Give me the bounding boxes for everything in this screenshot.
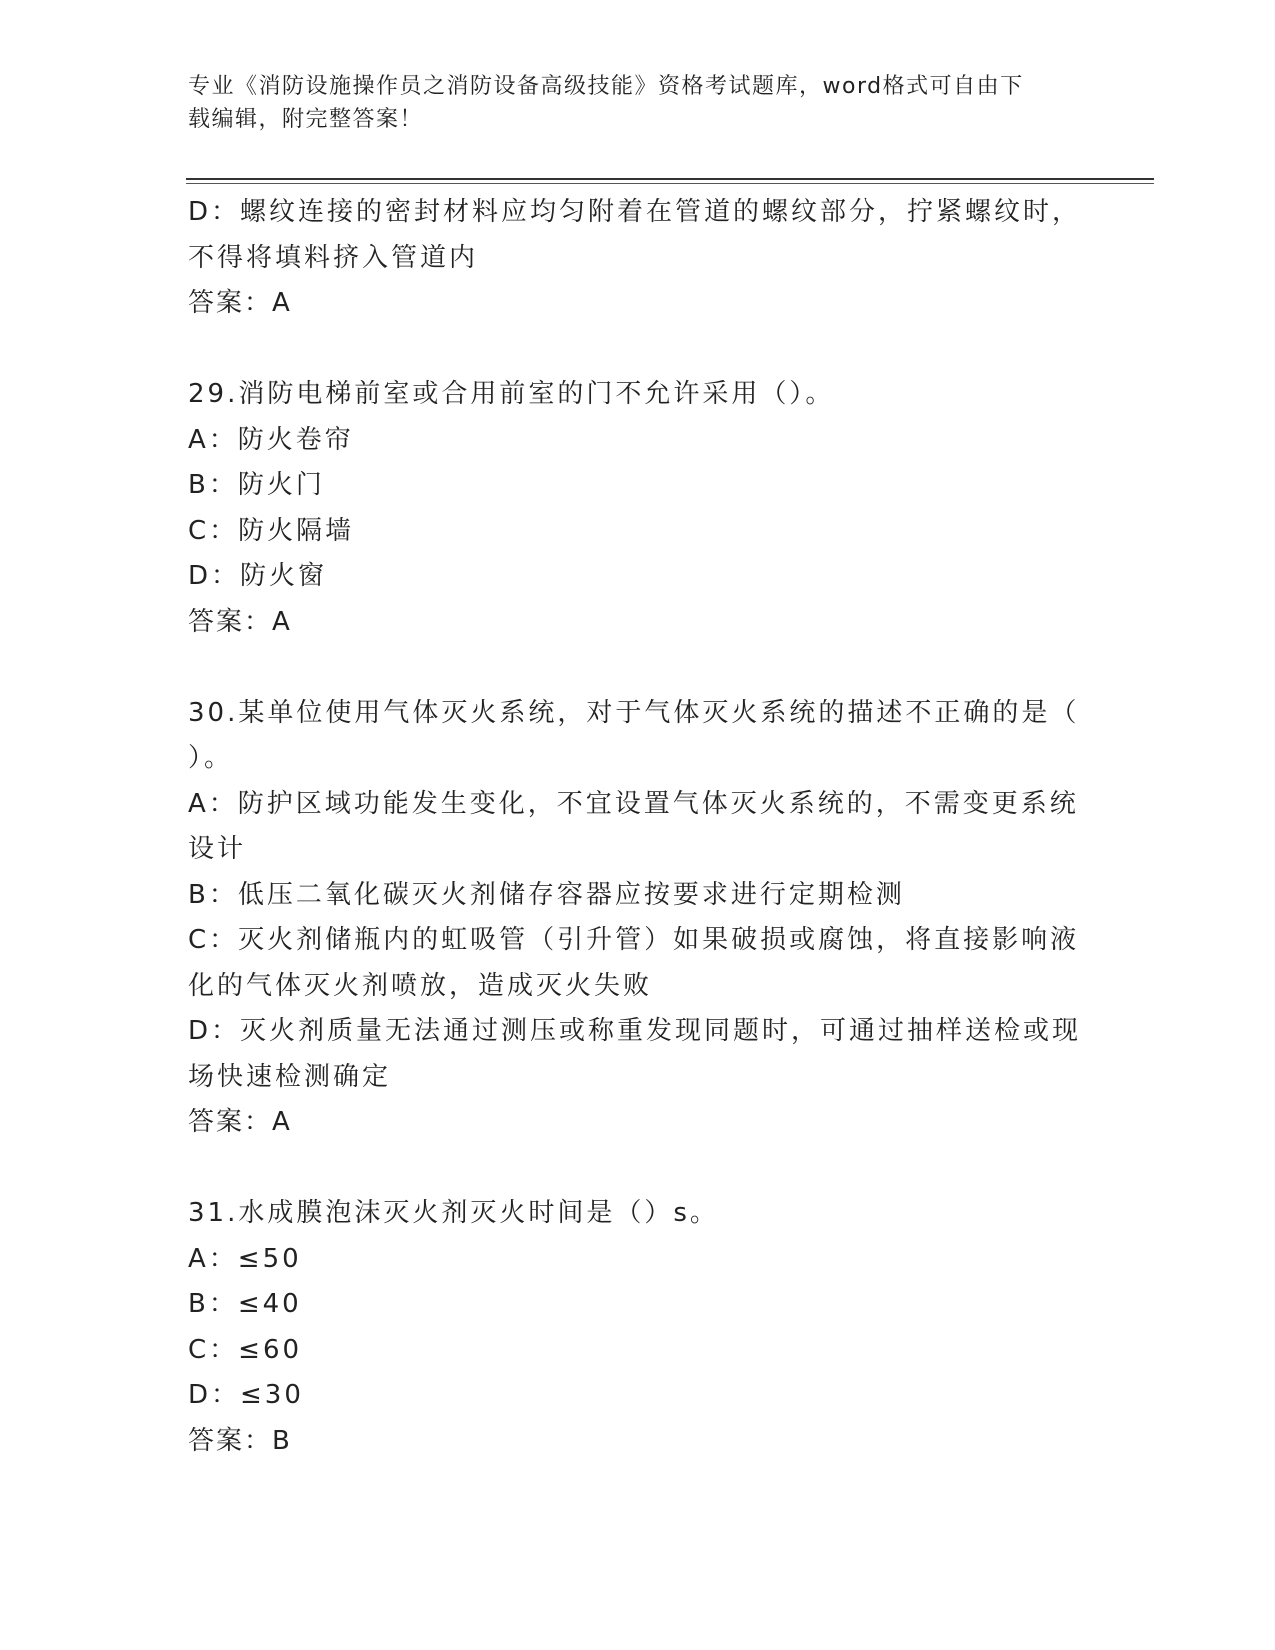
answer: 答案：A [188, 288, 292, 318]
question-29 [188, 372, 1078, 645]
option-c: C：防火隔墙 [188, 515, 355, 546]
question-stem: 29.消防电梯前室或合用前室的门不允许采用（）。 [188, 379, 835, 409]
option-d-continued: 场快速检测确定 [188, 1061, 392, 1092]
spacer [188, 645, 1078, 691]
option-b: B：低压二氧化碳灭火剂储存容器应按要求进行定期检测 [188, 879, 905, 910]
header-line-1: 专业《消防设施操作员之消防设备高级技能》资格考试题库，word格式可自由下 [188, 74, 1024, 99]
answer: 答案：A [188, 606, 292, 637]
question-30 [188, 691, 1082, 1146]
header-divider-thick [186, 178, 1154, 180]
option-d: D：≤30 [188, 1380, 304, 1410]
spacer [188, 327, 1078, 373]
header-divider-thin [186, 183, 1154, 184]
option-b: B：≤40 [188, 1289, 302, 1319]
option-d: D：灭火剂质量无法通过测压或称重发现同题时，可通过抽样送检或现 [188, 1016, 1082, 1046]
option-c: C：≤60 [188, 1334, 303, 1365]
answer: 答案：A [188, 1107, 292, 1137]
option-c: C：灭火剂储瓶内的虹吸管（引升管）如果破损或腐蚀，将直接影响液 [188, 925, 1080, 955]
answer: 答案：B [188, 1425, 292, 1456]
option-a: A：防火卷帘 [188, 424, 354, 455]
option-d: D：螺纹连接的密封材料应均匀附着在管道的螺纹部分，拧紧螺纹时， [188, 197, 1082, 227]
question-stem-continued: ）。 [188, 743, 234, 773]
question-stem: 30.某单位使用气体灭火系统，对于气体灭火系统的描述不正确的是（ [188, 697, 1080, 728]
header-line-2: 载编辑，附完整答案！ [188, 107, 424, 132]
question-list [188, 190, 1082, 1464]
document-header [188, 70, 1068, 136]
question-31 [188, 1191, 1078, 1464]
option-a-continued: 设计 [188, 834, 247, 864]
option-b: B：防火门 [188, 470, 325, 500]
option-d: D：防火窗 [188, 561, 328, 591]
question-stem: 31.水成膜泡沫灭火剂灭火时间是（）s。 [188, 1198, 719, 1228]
option-a: A：≤50 [188, 1243, 302, 1274]
option-d-continued: 不得将填料挤入管道内 [188, 242, 479, 273]
question-28-tail [188, 190, 1082, 327]
option-a: A：防护区域功能发生变化，不宜设置气体灭火系统的，不需变更系统 [188, 788, 1079, 819]
spacer [188, 1146, 1078, 1192]
option-c-continued: 化的气体灭火剂喷放，造成灭火失败 [188, 970, 653, 1001]
